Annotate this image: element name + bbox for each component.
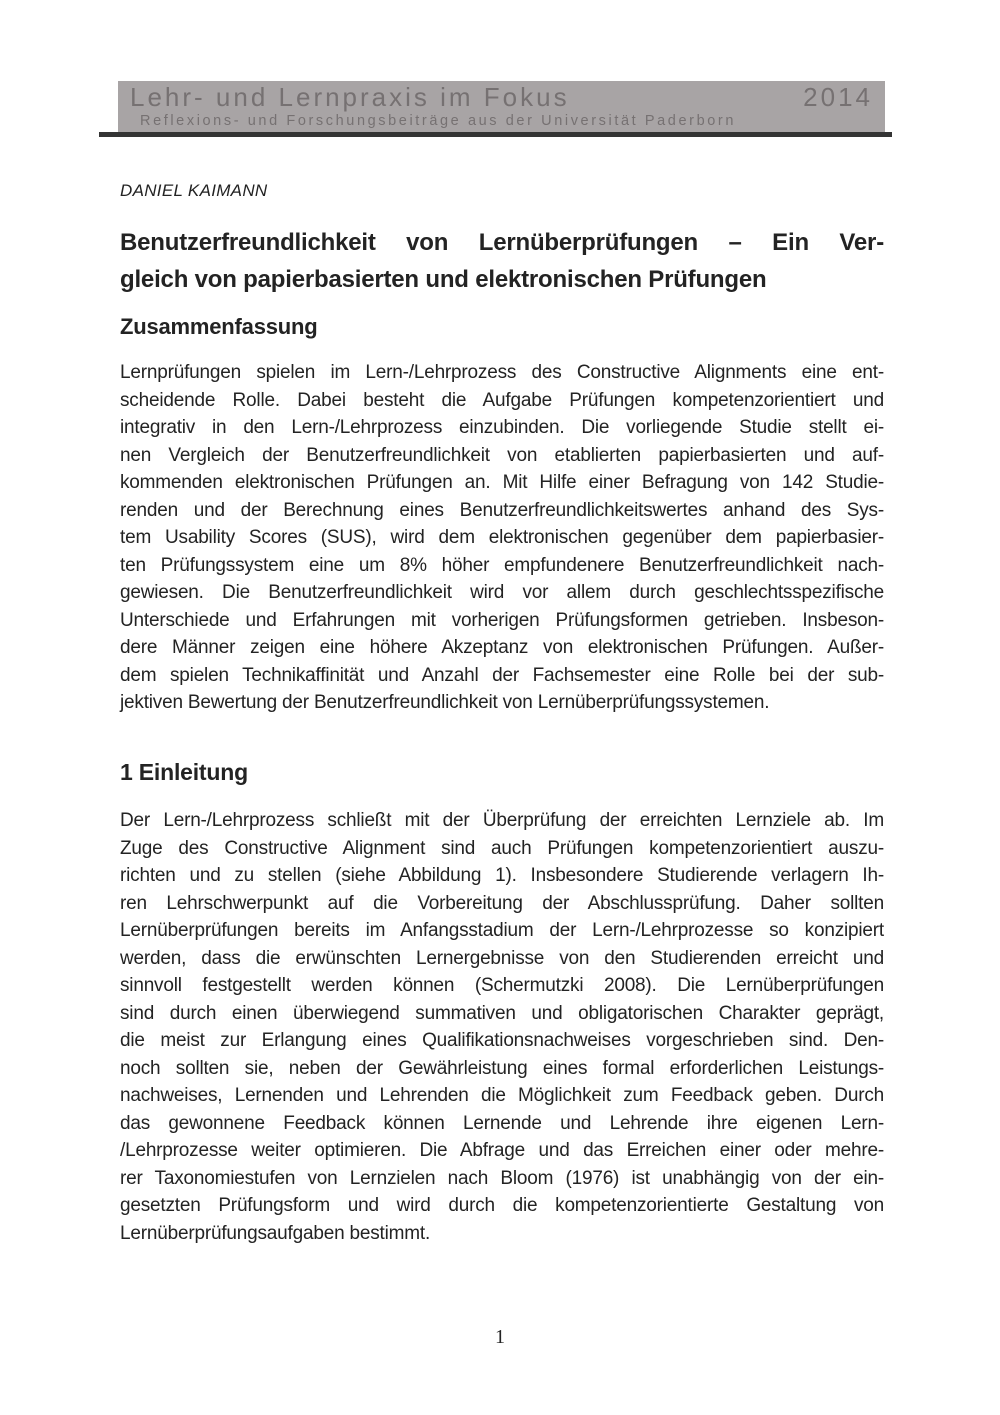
header-banner xyxy=(118,81,885,132)
text-line: ten Prüfungssystem eine um 8% höher empfundenere Benutzerfreundlichkeit nach- xyxy=(120,554,884,576)
text-line: kommenden elektronischen Prüfungen an. Mit Hilfe einer Befragung von 142 Studie- xyxy=(120,472,884,493)
text-line: Benutzerfreundlichkeit von Lernüberprüfungen – Ein Ver- xyxy=(120,229,884,256)
text-line: integrativ in den Lern-/Lehrprozess einzubinden. Die vorliegende Studie stellt ei- xyxy=(120,417,884,438)
text-line: ren Lehrschwerpunkt auf die Vorbereitung der Abschlussprüfung. Daher sollten xyxy=(120,892,884,914)
text-line: sind durch einen überwiegend summativen und obligatorischen Charakter geprägt, xyxy=(120,1002,884,1024)
series-year: 2014 xyxy=(803,82,873,112)
text-line: renden und der Berechnung eines Benutzerfreundlichkeitswertes anhand des Sys- xyxy=(120,499,884,521)
section-1-paragraph xyxy=(120,807,884,1247)
series-title: Lehr- und Lernpraxis im Fokus xyxy=(130,82,570,112)
text-line: scheidende Rolle. Dabei besteht die Aufgabe Prüfungen kompetenzorientiert und xyxy=(120,389,884,411)
text-line: nen Vergleich der Benutzerfreundlichkeit von etablierten papierbasierten und auf- xyxy=(120,444,884,466)
banner-title-row xyxy=(130,82,873,112)
series-subtitle: Reflexions- und Forschungsbeiträge aus der Universität Paderborn xyxy=(140,113,736,129)
text-line: die meist zur Erlangung eines Qualifikationsnachweises vorgeschrieben sind. Den- xyxy=(120,1030,884,1051)
text-line: richten und zu stellen (siehe Abbildung 1). Insbesondere Studierende verlagern Ih- xyxy=(120,865,884,886)
abstract-heading: Zusammenfassung xyxy=(120,314,318,339)
text-line: nachweises, Lernenden und Lehrenden die Möglichkeit zum Feedback geben. Durch xyxy=(120,1085,884,1106)
text-line: gewiesen. Die Benutzerfreundlichkeit wird vor allem durch geschlechtsspezifische xyxy=(120,582,884,603)
text-line: werden, dass die erwünschten Lernergebnisse von den Studierenden erreicht und xyxy=(120,947,884,969)
article-title xyxy=(120,224,884,298)
text-line: tem Usability Scores (SUS), wird dem elektronischen gegenüber dem papierbasier- xyxy=(120,527,884,548)
text-line: dem spielen Technikaffinität und Anzahl der Fachsemester eine Rolle bei der sub- xyxy=(120,664,884,686)
page-number: 1 xyxy=(495,1326,505,1348)
text-line: Lernüberprüfungsaufgaben bestimmt. xyxy=(120,1222,431,1244)
text-line: dere Männer zeigen eine höhere Akzeptanz von elektronischen Prüfungen. Außer- xyxy=(120,637,884,658)
text-line: jektiven Bewertung der Benutzerfreundlichkeit von Lernüberprüfungssystemen. xyxy=(120,692,770,713)
text-line: sinnvoll festgestellt werden können (Schermutzki 2008). Die Lernüberprüfungen xyxy=(120,975,884,996)
text-line: gesetzten Prüfungsform und wird durch die kompetenzorientierte Gestaltung von xyxy=(120,1195,884,1216)
section-1-heading: 1 Einleitung xyxy=(120,759,248,785)
text-line: rer Taxonomiestufen von Lernzielen nach Bloom (1976) ist unabhängig von der ein- xyxy=(120,1167,884,1189)
text-line: Der Lern-/Lehrprozess schließt mit der Überprüfung der erreichten Lernziele ab. Im xyxy=(120,810,884,831)
text-line: das gewonnene Feedback können Lernende und Lehrende ihre eigenen Lern- xyxy=(120,1112,884,1134)
text-line: Lernüberprüfungen bereits im Anfangsstadium der Lern-/Lehrprozesse so konzipiert xyxy=(120,920,884,941)
text-line: /Lehrprozesse weiter optimieren. Die Abfrage und das Erreichen einer oder mehre- xyxy=(120,1140,884,1161)
text-line: noch sollten sie, neben der Gewährleistung eines formal erforderlichen Leistungs- xyxy=(120,1057,884,1079)
text-line: Zuge des Constructive Alignment sind auch Prüfungen kompetenzorientiert auszu- xyxy=(120,837,884,859)
banner-rule xyxy=(99,132,892,137)
text-line: gleich von papierbasierten und elektronischen Prüfungen xyxy=(120,266,767,293)
text-line: Unterschiede und Erfahrungen mit vorherigen Prüfungsformen getrieben. Insbeson- xyxy=(120,609,884,631)
abstract-paragraph xyxy=(120,359,884,717)
author-name: DANIEL KAIMANN xyxy=(120,181,268,200)
text-line: Lernprüfungen spielen im Lern-/Lehrprozess des Constructive Alignments eine ent- xyxy=(120,362,884,383)
